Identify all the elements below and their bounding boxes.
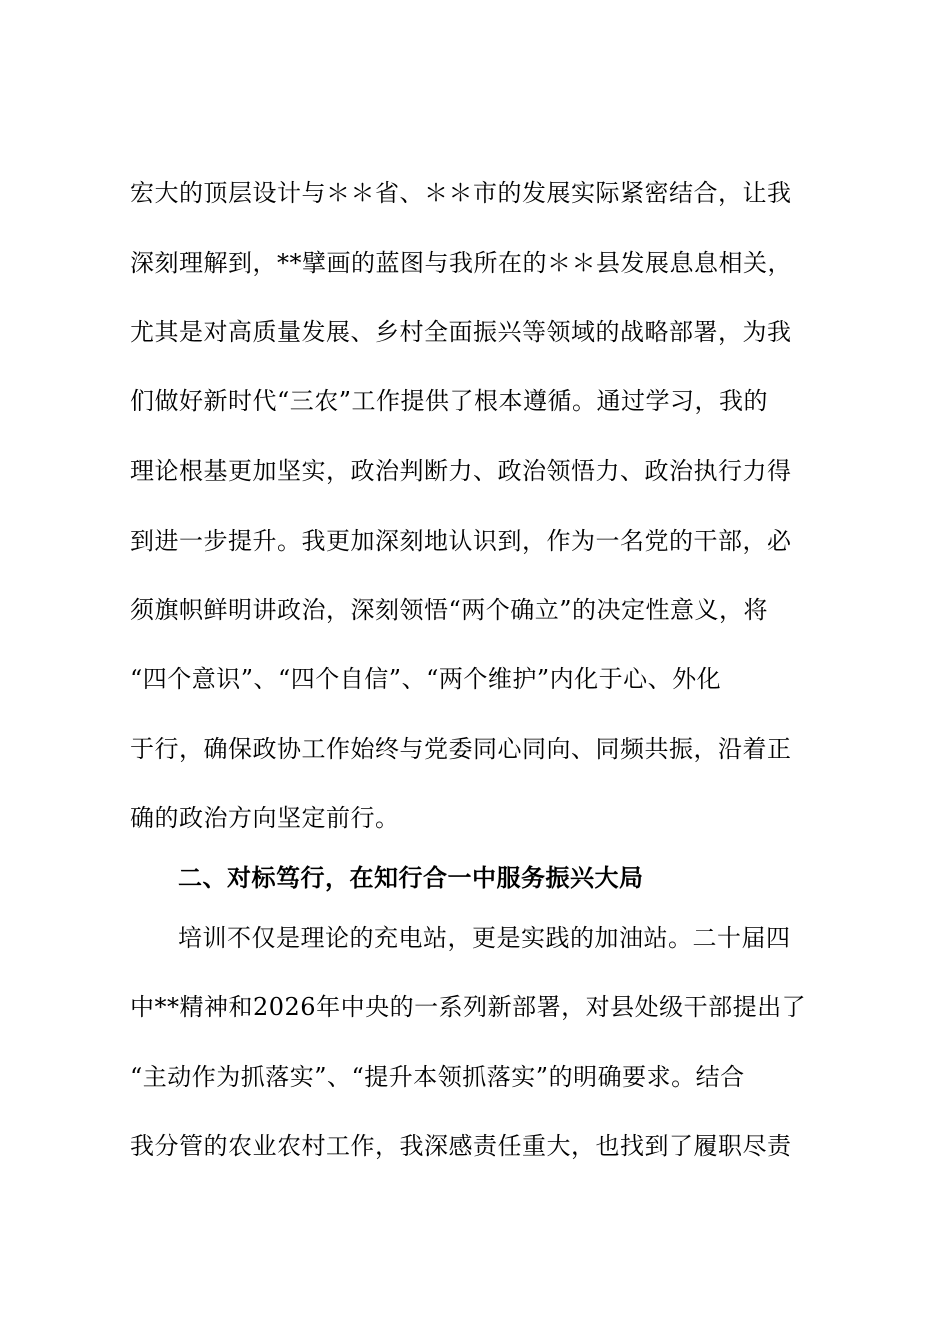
body-text-line: 确的政治方向坚定前行。 bbox=[130, 804, 400, 832]
body-text-line: 到进一步提升。我更加深刻地认识到，作为一名党的干部，必 bbox=[130, 527, 792, 555]
body-text-line: 须旗帜鲜明讲政治，深刻领悟“两个确立”的决定性意义，将 bbox=[130, 596, 769, 624]
body-text-line: 培训不仅是理论的充电站，更是实践的加油站。二十届四 bbox=[178, 924, 791, 952]
body-text-line: 理论根基更加坚实，政治判断力、政治领悟力、政治执行力得 bbox=[130, 457, 792, 485]
body-text-line: 尤其是对高质量发展、乡村全面振兴等领域的战略部署，为我 bbox=[130, 318, 792, 346]
body-text-line: 们做好新时代“三农”工作提供了根本遵循。通过学习，我的 bbox=[130, 387, 769, 415]
body-text-line: 深刻理解到，**擘画的蓝图与我所在的＊＊县发展息息相关， bbox=[130, 249, 792, 277]
body-text-line: “主动作为抓落实”、“提升本领抓落实”的明确要求。结合 bbox=[130, 1063, 745, 1091]
body-text-line: 我分管的农业农村工作，我深感责任重大，也找到了履职尽责 bbox=[130, 1132, 792, 1160]
body-text-line: 于行，确保政协工作始终与党委同心同向、同频共振，沿着正 bbox=[130, 735, 792, 763]
section-heading: 二、对标笃行，在知行合一中服务振兴大局 bbox=[178, 864, 644, 892]
body-text-line: 宏大的顶层设计与＊＊省、＊＊市的发展实际紧密结合，让我 bbox=[130, 179, 792, 207]
body-text-line: 中**精神和2026年中央的一系列新部署，对县处级干部提出了 bbox=[130, 993, 807, 1021]
body-text-line: “四个意识”、“四个自信”、“两个维护”内化于心、外化 bbox=[130, 665, 722, 693]
